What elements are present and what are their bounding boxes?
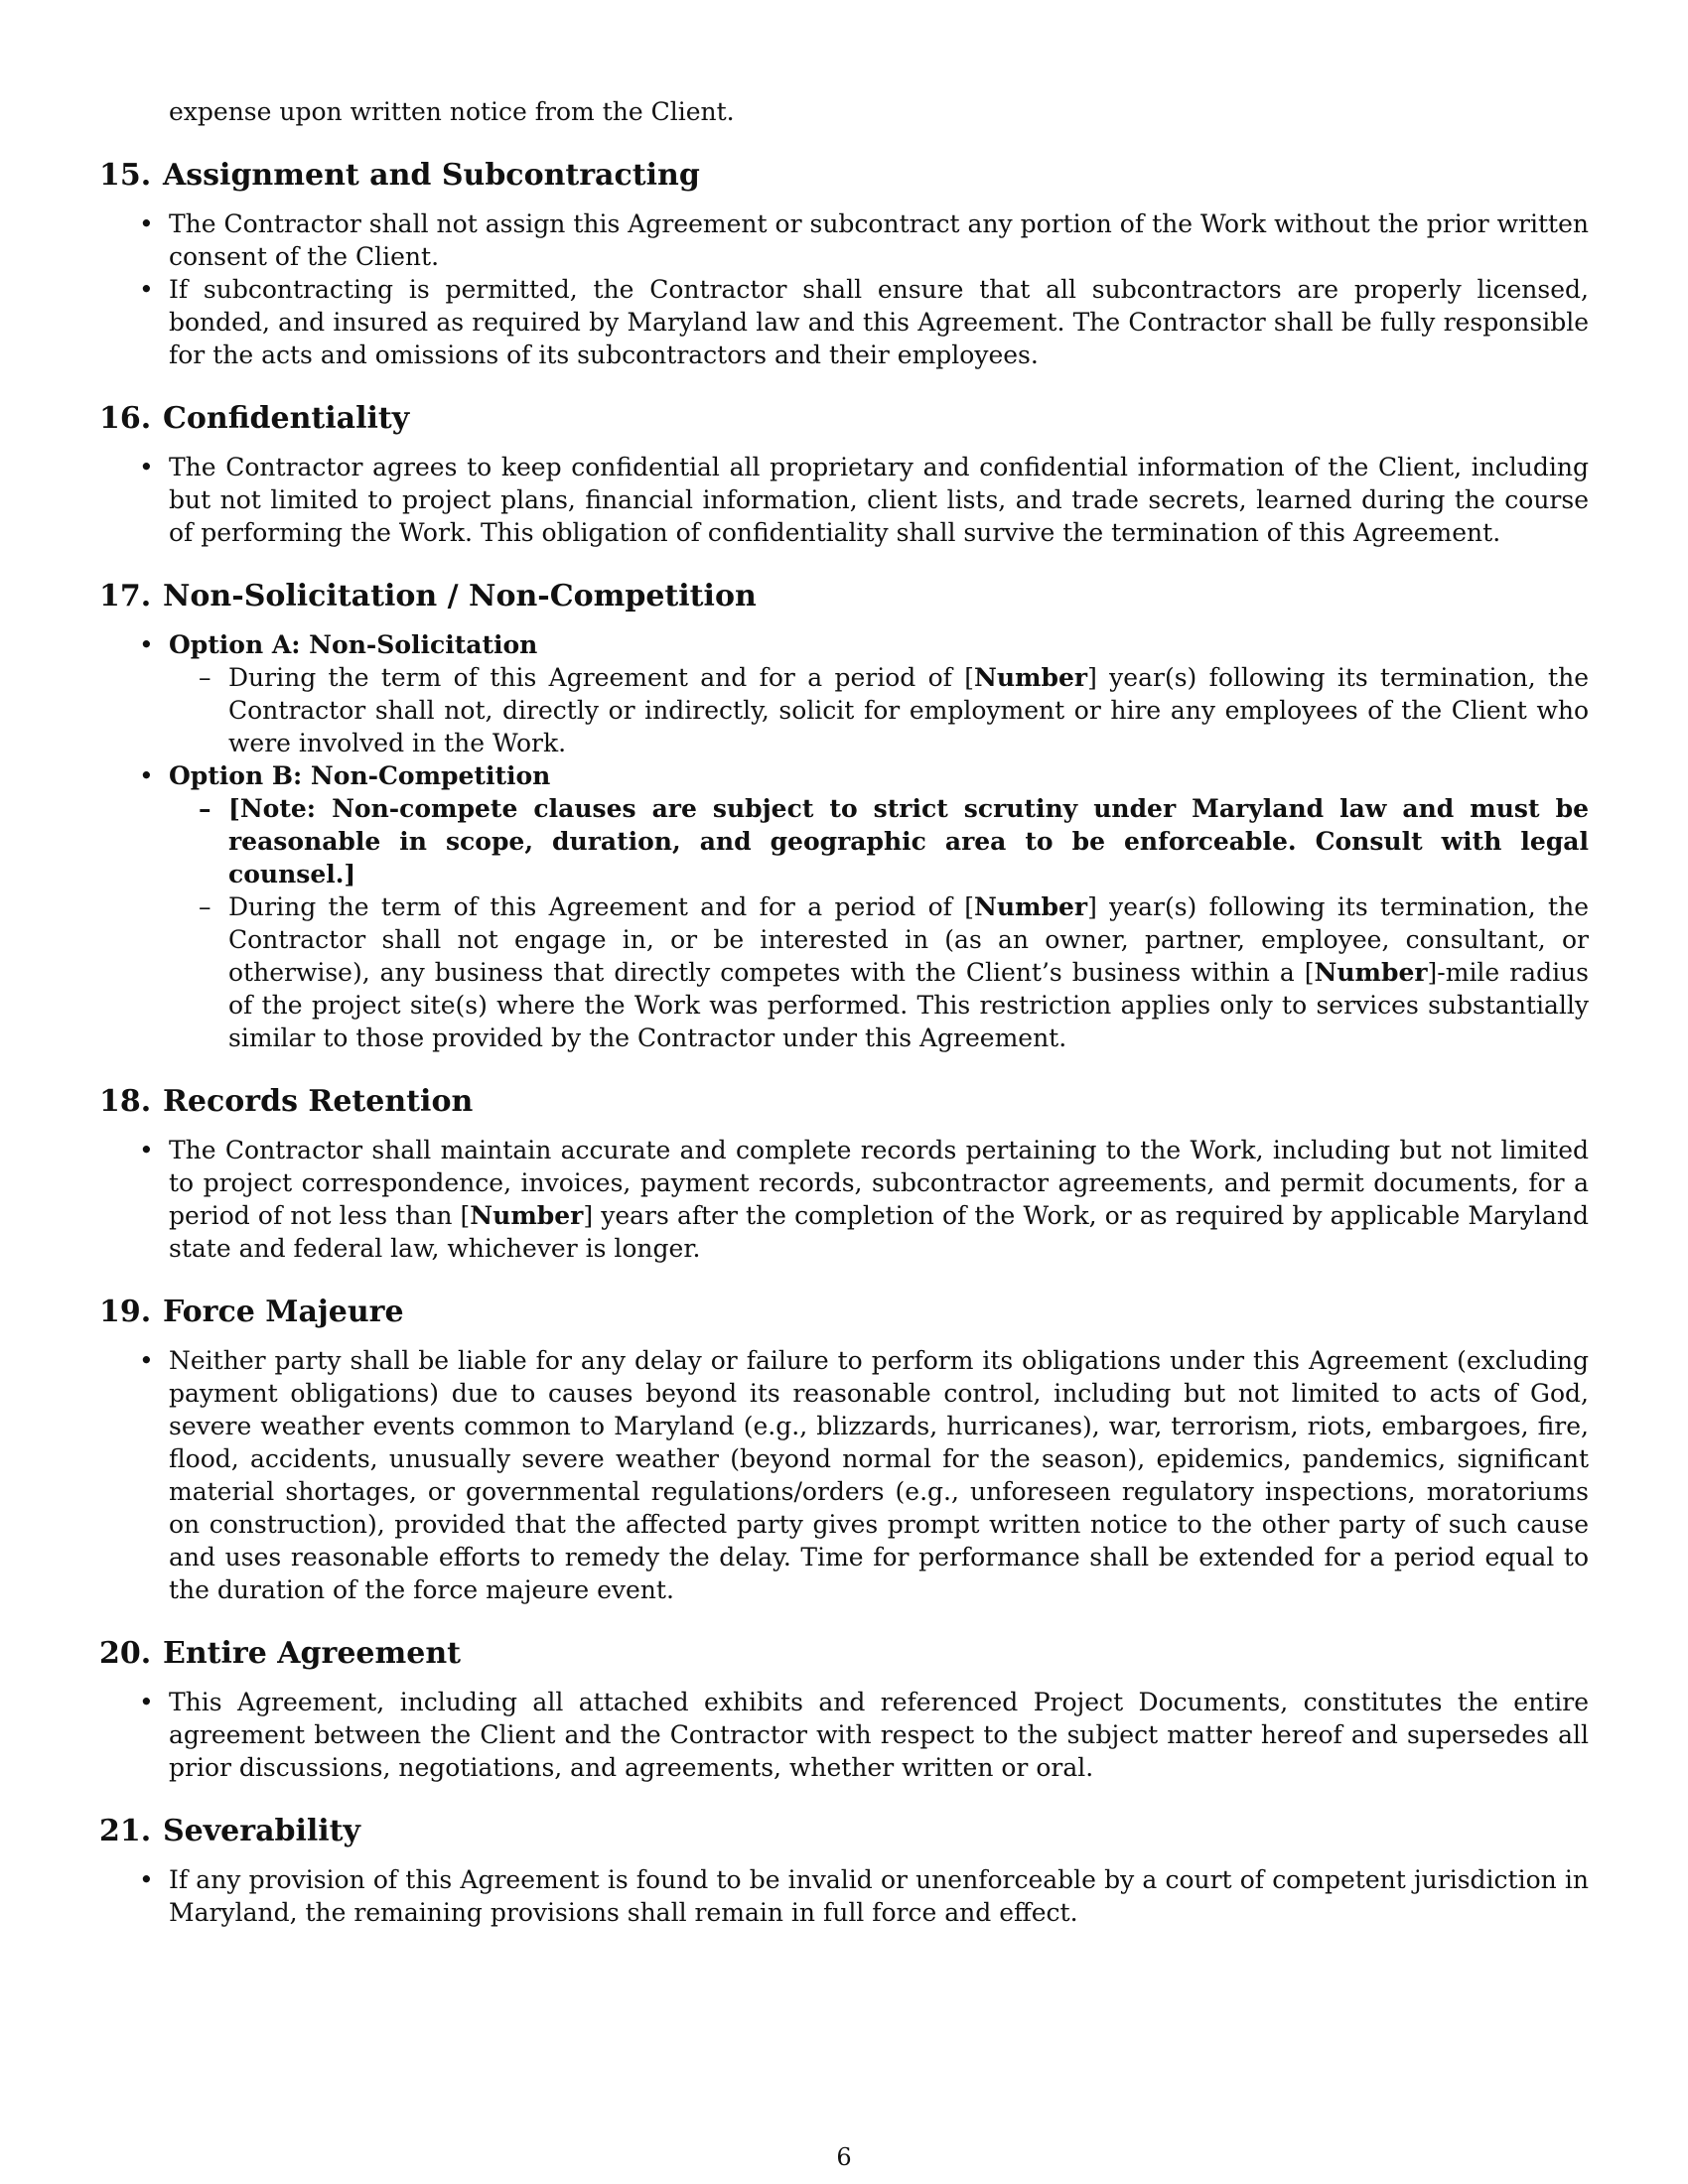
section-title: Severability bbox=[163, 1814, 360, 1848]
list-item: • The Contractor shall not assign this Agreement or subcontract any portion of the Work without the prior written consent of the Client. bbox=[169, 207, 1589, 273]
option-a-label: Option A: Non-Solicitation bbox=[169, 630, 538, 659]
section-number: 21. bbox=[99, 1814, 152, 1848]
continuation-text: expense upon written notice from the Client. bbox=[169, 97, 735, 126]
section-heading bbox=[99, 577, 1589, 616]
section-number: 17. bbox=[99, 579, 152, 614]
dash-list bbox=[169, 661, 1589, 759]
section-title: Assignment and Subcontracting bbox=[163, 158, 700, 193]
bullet-list bbox=[99, 1863, 1589, 1929]
section-21 bbox=[99, 1812, 1589, 1929]
section-heading bbox=[99, 1812, 1589, 1851]
section-title: Records Retention bbox=[163, 1084, 474, 1119]
section-heading bbox=[99, 1634, 1589, 1674]
bullet-list bbox=[99, 207, 1589, 371]
section-15 bbox=[99, 156, 1589, 371]
bullet-list bbox=[99, 1344, 1589, 1606]
section-heading bbox=[99, 1082, 1589, 1122]
placeholder-number: Number bbox=[1314, 958, 1428, 987]
bullet-list bbox=[99, 1686, 1589, 1784]
section-number: 16. bbox=[99, 401, 152, 436]
section-heading bbox=[99, 399, 1589, 439]
text-segment: During the term of this Agreement and for a period of [ bbox=[228, 892, 975, 921]
list-item: • This Agreement, including all attached exhibits and referenced Project Documents, constitutes the entire agreement between the Client and the Contractor with respect to the subject matter hereof and supersedes all prior discussions, negotiations, and agreements, whether written or oral. bbox=[169, 1686, 1589, 1784]
section-number: 18. bbox=[99, 1084, 152, 1119]
list-item: • If subcontracting is permitted, the Contractor shall ensure that all subcontractors are properly licensed, bonded, and insured as required by Maryland law and this Agreement. The Contractor shall be fully responsible for the acts and omissions of its subcontractors and their employees. bbox=[169, 273, 1589, 371]
text-segment: ] year(s) following its termination, the Contractor shall not engage in, or be interested in (as an owner, partner, employee, consultant, or otherwise), any business that directly competes with the Client’s business within a [ bbox=[228, 892, 1589, 987]
page-number: 6 bbox=[836, 2143, 852, 2171]
bullet-list bbox=[99, 628, 1589, 1054]
list-item: • Neither party shall be liable for any delay or failure to perform its obligations under this Agreement (excluding payment obligations) due to causes beyond its reasonable control, including but not limited to acts of God, severe weather events common to Maryland (e.g., blizzards, hurricanes), war, terrorism, riots, embargoes, fire, flood, accidents, unusually severe weather (beyond normal for the season), epidemics, pandemics, significant material shortages, or governmental regulations/orders (e.g., unforeseen regulatory inspections, moratoriums on construction), provided that the affected party gives prompt written notice to the other party of such cause and uses reasonable efforts to remedy the delay. Time for performance shall be extended for a period equal to the duration of the force majeure event. bbox=[169, 1344, 1589, 1606]
section-18 bbox=[99, 1082, 1589, 1265]
bullet-list bbox=[99, 451, 1589, 549]
section-title: Non-Solicitation / Non-Competition bbox=[163, 579, 757, 614]
document-body bbox=[99, 95, 1589, 1929]
text-segment: During the term of this Agreement and for a period of [ bbox=[228, 663, 975, 692]
bullet-list bbox=[99, 1134, 1589, 1265]
section-heading bbox=[99, 156, 1589, 196]
dash-list bbox=[169, 792, 1589, 1054]
section-19 bbox=[99, 1293, 1589, 1606]
option-b-label: Option B: Non-Competition bbox=[169, 761, 551, 790]
list-item: • The Contractor agrees to keep confidential all proprietary and confidential information of the Client, including but not limited to project plans, financial information, client lists, and trade secrets, learned during the course of performing the Work. This obligation of confidentiality shall survive the termination of this Agreement. bbox=[169, 451, 1589, 549]
section-number: 20. bbox=[99, 1636, 152, 1671]
section-heading bbox=[99, 1293, 1589, 1332]
placeholder-number: Number bbox=[974, 892, 1088, 921]
section-number: 19. bbox=[99, 1295, 152, 1329]
list-item-option-b bbox=[169, 759, 1589, 1054]
section-17 bbox=[99, 577, 1589, 1054]
placeholder-number: Number bbox=[974, 663, 1088, 692]
text-segment: The Contractor shall maintain accurate and complete records pertaining to the Work, including but not limited to project correspondence, invoices, payment records, subcontractor agreements, and permit documents, for a period of not less than [ bbox=[169, 1136, 1589, 1230]
section-20 bbox=[99, 1634, 1589, 1784]
list-item bbox=[169, 1134, 1589, 1265]
section-title: Confidentiality bbox=[163, 401, 410, 436]
text-segment: ]-mile radius of the project site(s) where the Work was performed. This restriction applies only to services substantially similar to those provided by the Contractor under this Agreement. bbox=[228, 958, 1589, 1052]
placeholder-number: Number bbox=[470, 1201, 584, 1230]
list-item-option-a bbox=[169, 628, 1589, 759]
section-16 bbox=[99, 399, 1589, 549]
sub-list-item bbox=[228, 661, 1589, 759]
text-segment: ] years after the completion of the Work, or as required by applicable Maryland state and federal law, whichever is longer. bbox=[169, 1201, 1589, 1263]
list-item: • If any provision of this Agreement is found to be invalid or unenforceable by a court of competent jurisdiction in Maryland, the remaining provisions shall remain in full force and effect. bbox=[169, 1863, 1589, 1929]
legal-note: – [Note: Non-compete clauses are subject to strict scrutiny under Maryland law and must be reasonable in scope, duration, and geographic area to be enforceable. Consult with legal counsel.] bbox=[228, 792, 1589, 890]
section-title: Force Majeure bbox=[163, 1295, 404, 1329]
sub-list-item bbox=[228, 890, 1589, 1054]
section-title: Entire Agreement bbox=[163, 1636, 461, 1671]
text-segment: ] year(s) following its termination, the Contractor shall not, directly or indirectly, solicit for employment or hire any employees of the Client who were involved in the Work. bbox=[228, 663, 1589, 757]
section-number: 15. bbox=[99, 158, 152, 193]
